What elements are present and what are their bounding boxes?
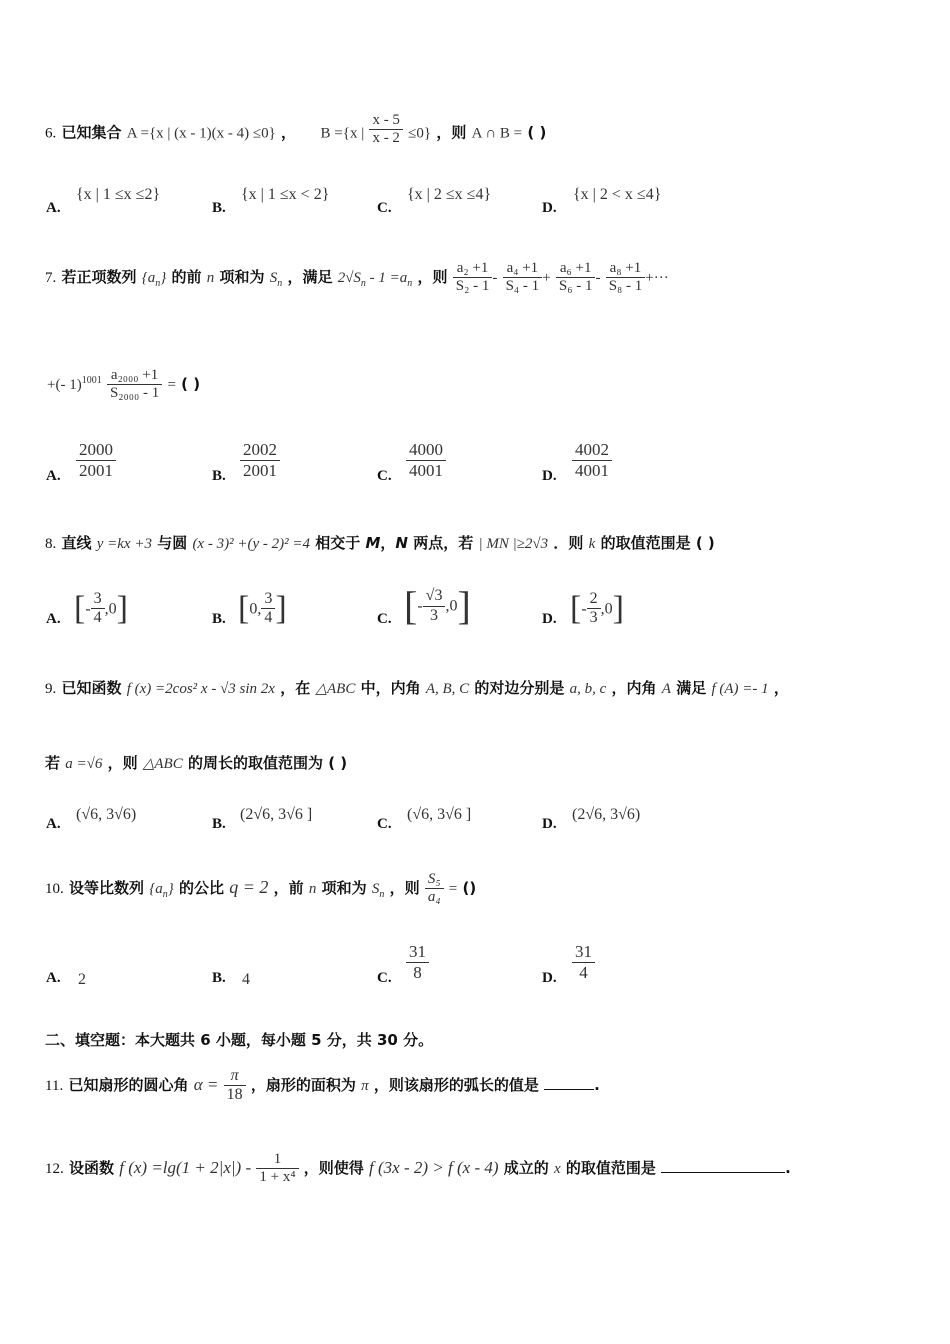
option-label[interactable]: D. xyxy=(542,468,557,484)
equals-sign: = xyxy=(448,881,458,897)
series-term: $\frac{\text{a₆ +1}}{\text{S₆ - 1}}$ xyxy=(556,260,596,296)
option-label[interactable]: D. xyxy=(542,611,557,627)
question-number: 7. xyxy=(45,270,57,286)
option-label[interactable]: D. xyxy=(542,816,557,832)
option-label[interactable]: B. xyxy=(212,970,226,986)
option-value: {x | 1 ≤x < 2} xyxy=(241,186,330,203)
function-condition: f (A) =- 1 xyxy=(711,681,769,697)
option-label[interactable]: B. xyxy=(212,200,226,216)
option-value: {x | 2 ≤x ≤4} xyxy=(407,186,492,203)
option-value: (2√6, 3√6 ] xyxy=(240,806,313,823)
point-n: N xyxy=(395,534,408,552)
answer-blank[interactable] xyxy=(544,1075,594,1090)
question-text: 的前 xyxy=(171,268,202,286)
question-text: 相交于 xyxy=(315,534,361,552)
option-value: {x | 2 < x ≤4} xyxy=(573,186,662,203)
n-symbol: n xyxy=(308,881,317,897)
option-label[interactable]: A. xyxy=(46,468,61,484)
ratio-value: q = 2 xyxy=(229,877,269,897)
series-operator: - xyxy=(595,270,601,286)
option-interval: [- $\frac{2}{3}$ ,0] xyxy=(570,589,624,627)
section-heading: 二、填空题：本大题共 6 小题，每小题 5 分，共 30 分。 xyxy=(45,1031,434,1049)
question-text: 设函数 xyxy=(68,1159,114,1177)
sequence-symbol: $\{a_n\}$ xyxy=(149,881,174,900)
option-label[interactable]: C. xyxy=(377,468,392,484)
option-label[interactable]: B. xyxy=(212,611,226,627)
option-fraction: $\frac{4002}{4001}$ xyxy=(572,440,612,480)
question-text: ，内角 xyxy=(611,679,657,697)
option-value: 2 xyxy=(78,971,86,988)
question-7 xyxy=(45,252,669,309)
question-text: 若 xyxy=(45,754,61,772)
question-11: 11. 已知扇形的圆心角 α = $\frac{\pi}{18}$ ，扇形的面积为 π ，则该扇形的弧长的值是 . xyxy=(45,1066,600,1103)
option-fraction: $\frac{2000}{2001}$ xyxy=(76,440,116,480)
alpha-symbol: α = xyxy=(193,1075,219,1094)
option-label[interactable]: A. xyxy=(46,970,61,986)
question-text: ，则 xyxy=(417,268,448,286)
triangle-symbol: △ABC xyxy=(142,756,183,772)
question-number: 10. xyxy=(45,881,64,897)
question-text: 项和为 xyxy=(321,879,367,897)
question-text: ，则该扇形的弧长的值是 xyxy=(373,1076,539,1094)
answer-paren: ( ) xyxy=(181,375,201,393)
question-text: 已知集合 xyxy=(61,123,122,142)
question-text: 的取值范围是 xyxy=(565,1159,656,1177)
option-fraction: $\frac{4000}{4001}$ xyxy=(406,440,446,480)
k-symbol: k xyxy=(588,536,596,552)
question-text: 设等比数列 xyxy=(68,879,144,897)
set-b-rhs: ≤0} xyxy=(408,125,432,142)
question-9 xyxy=(45,677,789,698)
question-6 xyxy=(45,112,547,148)
option-value: {x | 1 ≤x ≤2} xyxy=(76,186,161,203)
angle-symbols: A, B, C xyxy=(425,681,470,697)
side-a-value: a =√6 xyxy=(65,756,103,772)
answer-paren: ( ) xyxy=(328,754,348,772)
option-label[interactable]: A. xyxy=(46,200,61,216)
sign-factor: +(- 1)$^{1001}$ xyxy=(47,375,102,393)
series-operator: - xyxy=(492,270,498,286)
option-value: 4 xyxy=(242,971,250,988)
inequality-expression: f (3x - 2) > f (x - 4) xyxy=(369,1158,499,1177)
question-text: 的取值范围是 xyxy=(600,534,691,552)
answer-paren: ( ) xyxy=(695,534,715,552)
option-interval: [- $\frac{3}{4}$ ,0] xyxy=(74,589,128,627)
option-label[interactable]: B. xyxy=(212,816,226,832)
n-symbol: n xyxy=(206,270,215,286)
set-a-expression: A ={x | (x - 1)(x - 4) ≤0} xyxy=(126,125,276,142)
x-symbol: x xyxy=(554,1161,561,1177)
option-label[interactable]: C. xyxy=(377,970,392,986)
question-text: ， xyxy=(773,679,789,697)
question-text: 的对边分别是 xyxy=(474,679,565,697)
option-label[interactable]: A. xyxy=(46,611,61,627)
set-b-lhs: B ={x | xyxy=(320,125,365,142)
pi-symbol: π xyxy=(361,1078,369,1094)
question-text: 若正项数列 xyxy=(61,268,137,286)
line-equation: y =kx +3 xyxy=(96,536,152,552)
question-text: 项和为 xyxy=(219,268,265,286)
option-fraction: $\frac{31}{4}$ xyxy=(572,942,595,982)
question-text: ，扇形的面积为 xyxy=(250,1076,356,1094)
question-12: 12. 设函数 f (x) =lg(1 + 2|x|) - $\frac{1}{\text{1 + x⁴}}$ ，则使得 f (3x - 2) > f (x - 4) 成立的 x 的取值范围是 . xyxy=(45,1150,791,1185)
option-value: (√6, 3√6 ] xyxy=(407,806,472,823)
question-text: ．则 xyxy=(553,534,584,552)
option-label[interactable]: B. xyxy=(212,468,226,484)
question-number: 12. xyxy=(45,1161,64,1177)
function-expression: f (x) =2cos² x - √3 sin 2x xyxy=(126,681,275,697)
question-text: 已知扇形的圆心角 xyxy=(68,1076,189,1094)
function-expression: f (x) =lg(1 + 2|x|) - xyxy=(119,1158,252,1177)
series-term: $\frac{\text{a₈ +1}}{\text{S₈ - 1}}$ xyxy=(606,260,646,296)
option-label[interactable]: A. xyxy=(46,816,61,832)
option-label[interactable]: D. xyxy=(542,200,557,216)
ratio-fraction: $\frac{\text{S₅}}{\text{a₄}}$ xyxy=(425,871,444,907)
answer-blank[interactable] xyxy=(661,1158,785,1173)
question-text: 与圆 xyxy=(157,534,188,552)
question-text: ，则 xyxy=(436,123,467,142)
sum-symbol: $S_n$ xyxy=(269,270,283,289)
sequence-symbol: $\{a_n\}$ xyxy=(141,270,167,289)
question-7-line-2 xyxy=(47,356,200,410)
option-value: (√6, 3√6) xyxy=(76,806,137,823)
question-text: 直线 xyxy=(61,534,92,552)
question-text: 满足 xyxy=(676,679,707,697)
question-text: ，在 xyxy=(280,679,311,697)
sum-symbol: $S_n$ xyxy=(371,881,385,900)
question-text: 两点，若 xyxy=(413,534,474,552)
option-label[interactable]: C. xyxy=(377,200,392,216)
last-term: $\frac{\text{a₂₀₀₀ +1}}{\text{S₂₀₀₀ - 1}}$ xyxy=(107,367,162,403)
option-interval: [0, $\frac{3}{4}$ ] xyxy=(238,589,287,627)
series-operator: + xyxy=(542,270,551,286)
question-number: 11. xyxy=(45,1078,64,1094)
fraction-numerator: x - 5 xyxy=(369,112,403,130)
question-10 xyxy=(45,862,476,920)
question-9-line-2 xyxy=(45,752,347,773)
question-text: 已知函数 xyxy=(61,679,122,697)
question-text: 成立的 xyxy=(503,1159,549,1177)
angle-fraction: $\frac{\pi}{18}$ xyxy=(224,1067,246,1105)
triangle-symbol: △ABC xyxy=(315,681,356,697)
question-text: 中，内角 xyxy=(360,679,421,697)
option-label[interactable]: D. xyxy=(542,970,557,986)
option-label[interactable]: C. xyxy=(377,611,392,627)
angle-a: A xyxy=(661,681,671,697)
chord-condition: | MN |≥2√3 xyxy=(478,536,549,552)
question-text: 的公比 xyxy=(178,879,224,897)
question-text: ，则 xyxy=(389,879,420,897)
set-b-fraction xyxy=(369,112,403,148)
side-symbols: a, b, c xyxy=(569,681,607,697)
question-text: ，则 xyxy=(107,754,138,772)
series-term: $\frac{\text{a₂ +1}}{\text{S₂ - 1}}$ xyxy=(453,260,493,296)
condition-expression: $2√S_n - 1 =a_n$ xyxy=(337,270,413,289)
equals-sign: = xyxy=(167,377,176,393)
question-number: 6. xyxy=(45,125,57,142)
option-fraction: $\frac{31}{8}$ xyxy=(406,942,429,982)
question-text: ，满足 xyxy=(287,268,333,286)
circle-equation: (x - 3)² +(y - 2)² =4 xyxy=(192,536,310,552)
option-value: (2√6, 3√6) xyxy=(572,806,641,823)
answer-paren: ( ) xyxy=(527,123,547,142)
question-number: 8. xyxy=(45,536,57,552)
question-8: 8. 直线 y =kx +3 与圆 (x - 3)² +(y - 2)² =4 相交于 M，N 两点，若 | MN |≥2√3 ．则 k 的取值范围是 ( ) xyxy=(45,534,715,552)
fraction-denominator: x - 2 xyxy=(372,130,400,147)
series-term: $\frac{\text{a₄ +1}}{\text{S₄ - 1}}$ xyxy=(503,260,543,296)
answer-paren: () xyxy=(462,879,477,897)
option-interval: [- $\frac{√3}{3}$ ,0] xyxy=(404,583,471,628)
function-fraction: $\frac{1}{\text{1 + x⁴}}$ xyxy=(256,1151,298,1187)
question-number: 9. xyxy=(45,681,57,697)
question-text: ，前 xyxy=(273,879,304,897)
point-m: M xyxy=(365,534,381,552)
option-fraction: $\frac{2002}{2001}$ xyxy=(240,440,280,480)
series-operator: +··· xyxy=(645,270,669,286)
option-label[interactable]: C. xyxy=(377,816,392,832)
question-text: ，则使得 xyxy=(303,1159,364,1177)
question-text: 的周长的取值范围为 xyxy=(187,754,323,772)
comma: ， xyxy=(281,123,297,142)
intersection-expression: A ∩ B = xyxy=(471,125,523,142)
